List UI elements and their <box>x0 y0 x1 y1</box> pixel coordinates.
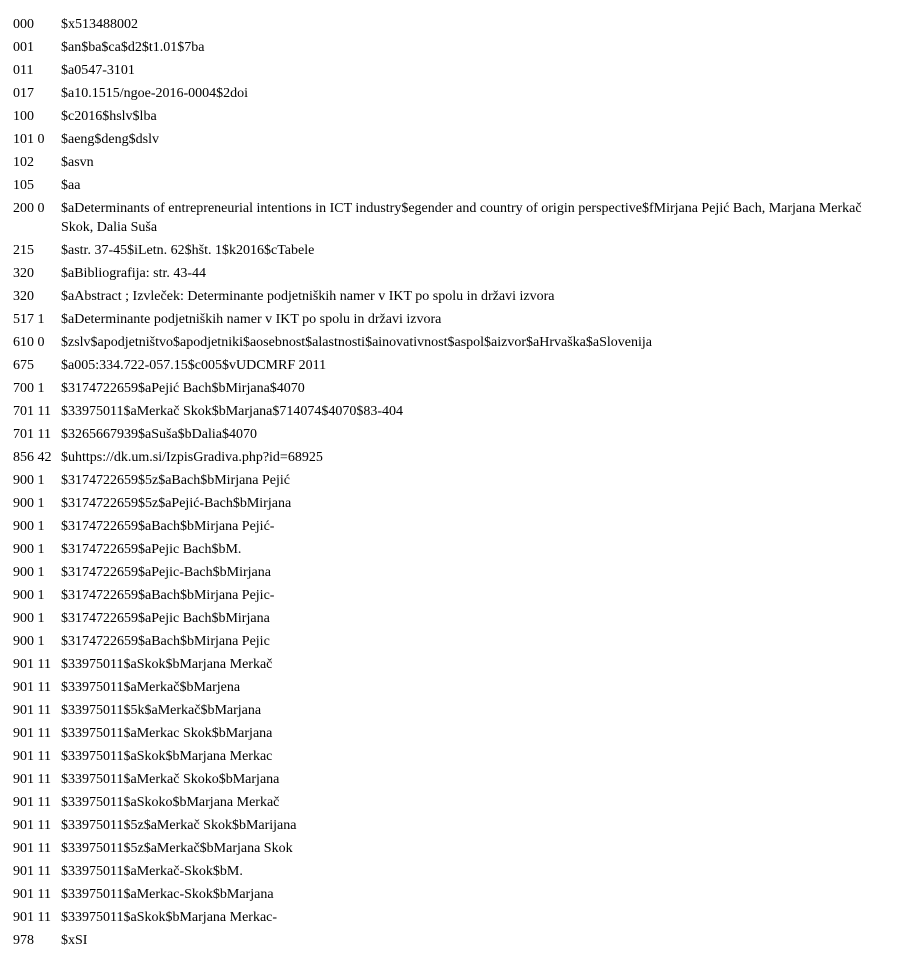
field-content: $3174722659$aBach$bMirjana Pejic- <box>61 588 275 603</box>
field-tag: 900 1 <box>13 588 45 603</box>
field-tag: 700 1 <box>13 381 45 396</box>
field-tag: 105 <box>13 178 34 193</box>
record-field <box>13 61 883 80</box>
field-tag: 901 11 <box>13 703 51 718</box>
field-tag: 901 11 <box>13 818 51 833</box>
field-content: $3174722659$5z$aPejić-Bach$bMirjana <box>61 496 292 511</box>
field-tag: 900 1 <box>13 519 45 534</box>
field-content: $asvn <box>61 155 94 170</box>
field-content: $xSI <box>61 933 88 948</box>
record-field <box>13 287 883 306</box>
field-tag: 215 <box>13 243 34 258</box>
field-content: $a0547-3101 <box>61 63 135 78</box>
record-field <box>13 908 883 927</box>
field-content: $33975011$aSkok$bMarjana Merkac- <box>61 910 278 925</box>
record-field <box>13 724 883 743</box>
record-field <box>13 655 883 674</box>
field-tag: 701 11 <box>13 427 51 442</box>
field-tag: 001 <box>13 40 34 55</box>
record-field <box>13 931 883 950</box>
record-field <box>13 632 883 651</box>
record-field <box>13 130 883 149</box>
field-tag: 517 1 <box>13 312 45 327</box>
field-tag: 320 <box>13 289 34 304</box>
field-tag: 901 11 <box>13 726 51 741</box>
record-field <box>13 540 883 559</box>
record-field <box>13 770 883 789</box>
field-tag: 701 11 <box>13 404 51 419</box>
field-content: $astr. 37-45$iLetn. 62$hšt. 1$k2016$cTabele <box>61 243 315 258</box>
field-content: $3174722659$aPejic Bach$bM. <box>61 542 242 557</box>
field-content: $33975011$aSkok$bMarjana Merkac <box>61 749 273 764</box>
field-content: $a10.1515/ngoe-2016-0004$2doi <box>61 86 249 101</box>
field-content: $c2016$hslv$lba <box>61 109 157 124</box>
field-content: $3174722659$aPejić Bach$bMirjana$4070 <box>61 381 305 396</box>
field-tag: 011 <box>13 63 34 78</box>
field-content: $a005:334.722-057.15$c005$vUDCMRF 2011 <box>61 358 327 373</box>
field-tag: 675 <box>13 358 34 373</box>
field-content: $33975011$aMerkac-Skok$bMarjana <box>61 887 274 902</box>
field-tag: 200 0 <box>13 201 45 216</box>
record-field <box>13 107 883 126</box>
record-field <box>13 153 883 172</box>
field-content: $33975011$aMerkač Skoko$bMarjana <box>61 772 280 787</box>
field-tag: 900 1 <box>13 473 45 488</box>
record-field <box>13 38 883 57</box>
field-content: $aeng$deng$dslv <box>61 132 159 147</box>
field-content: $aDeterminants of entrepreneurial intentions in ICT industry$egender and country of origin perspective$fMirjana Pejić Bach, Marjana Merkač Skok, Dalia Suša <box>61 201 862 235</box>
field-content: $an$ba$ca$d2$t1.01$7ba <box>61 40 205 55</box>
field-tag: 901 11 <box>13 887 51 902</box>
marc-record <box>13 15 883 954</box>
field-tag: 901 11 <box>13 795 51 810</box>
record-field <box>13 609 883 628</box>
field-content: $3265667939$aSuša$bDalia$4070 <box>61 427 257 442</box>
record-field <box>13 563 883 582</box>
record-field <box>13 747 883 766</box>
record-field <box>13 862 883 881</box>
field-content: $3174722659$aPejic-Bach$bMirjana <box>61 565 271 580</box>
field-tag: 978 <box>13 933 34 948</box>
record-field <box>13 356 883 375</box>
field-tag: 901 11 <box>13 772 51 787</box>
record-field <box>13 176 883 195</box>
field-tag: 900 1 <box>13 565 45 580</box>
field-tag: 901 11 <box>13 657 51 672</box>
record-field <box>13 471 883 490</box>
record-field <box>13 425 883 444</box>
field-tag: 101 0 <box>13 132 45 147</box>
field-tag: 000 <box>13 17 34 32</box>
record-field <box>13 199 883 237</box>
record-field <box>13 793 883 812</box>
field-tag: 320 <box>13 266 34 281</box>
record-field <box>13 448 883 467</box>
record-field <box>13 678 883 697</box>
record-field <box>13 701 883 720</box>
field-tag: 102 <box>13 155 34 170</box>
record-field <box>13 379 883 398</box>
field-content: $33975011$aSkok$bMarjana Merkač <box>61 657 273 672</box>
field-content: $aAbstract ; Izvleček: Determinante podjetniških namer v IKT po spolu in državi izvora <box>61 289 555 304</box>
field-content: $aa <box>61 178 81 193</box>
field-tag: 017 <box>13 86 34 101</box>
record-field <box>13 586 883 605</box>
field-content: $aDeterminante podjetniških namer v IKT po spolu in državi izvora <box>61 312 442 327</box>
field-tag: 901 11 <box>13 680 51 695</box>
record-field <box>13 816 883 835</box>
field-tag: 856 42 <box>13 450 52 465</box>
field-tag: 610 0 <box>13 335 45 350</box>
record-field <box>13 264 883 283</box>
field-content: $zslv$apodjetništvo$apodjetniki$aosebnost$alastnosti$ainovativnost$aspol$aizvor$aHrvaška$aSlovenija <box>61 335 652 350</box>
field-content: $33975011$aSkoko$bMarjana Merkač <box>61 795 280 810</box>
field-tag: 900 1 <box>13 611 45 626</box>
record-field <box>13 15 883 34</box>
record-field <box>13 84 883 103</box>
field-content: $33975011$aMerkač-Skok$bM. <box>61 864 243 879</box>
record-field <box>13 839 883 858</box>
field-content: $33975011$aMerkac Skok$bMarjana <box>61 726 273 741</box>
field-tag: 900 1 <box>13 542 45 557</box>
record-field <box>13 333 883 352</box>
record-field <box>13 310 883 329</box>
field-tag: 901 11 <box>13 749 51 764</box>
field-content: $3174722659$5z$aBach$bMirjana Pejić <box>61 473 291 488</box>
field-content: $33975011$aMerkač Skok$bMarjana$714074$4070$83-404 <box>61 404 404 419</box>
field-content: $33975011$5z$aMerkač$bMarjana Skok <box>61 841 293 856</box>
field-content: $x513488002 <box>61 17 138 32</box>
field-content: $33975011$5k$aMerkač$bMarjana <box>61 703 262 718</box>
field-content: $33975011$aMerkač$bMarjena <box>61 680 241 695</box>
field-content: $uhttps://dk.um.si/IzpisGradiva.php?id=68925 <box>61 450 323 465</box>
field-tag: 900 1 <box>13 634 45 649</box>
record-field <box>13 494 883 513</box>
field-content: $3174722659$aPejic Bach$bMirjana <box>61 611 270 626</box>
field-tag: 900 1 <box>13 496 45 511</box>
field-content: $3174722659$aBach$bMirjana Pejić- <box>61 519 275 534</box>
field-content: $aBibliografija: str. 43-44 <box>61 266 207 281</box>
field-tag: 901 11 <box>13 864 51 879</box>
field-content: $33975011$5z$aMerkač Skok$bMarijana <box>61 818 297 833</box>
field-tag: 901 11 <box>13 841 51 856</box>
field-content: $3174722659$aBach$bMirjana Pejic <box>61 634 270 649</box>
field-tag: 901 11 <box>13 910 51 925</box>
record-field <box>13 885 883 904</box>
record-field <box>13 402 883 421</box>
record-field <box>13 241 883 260</box>
field-tag: 100 <box>13 109 34 124</box>
record-field <box>13 517 883 536</box>
